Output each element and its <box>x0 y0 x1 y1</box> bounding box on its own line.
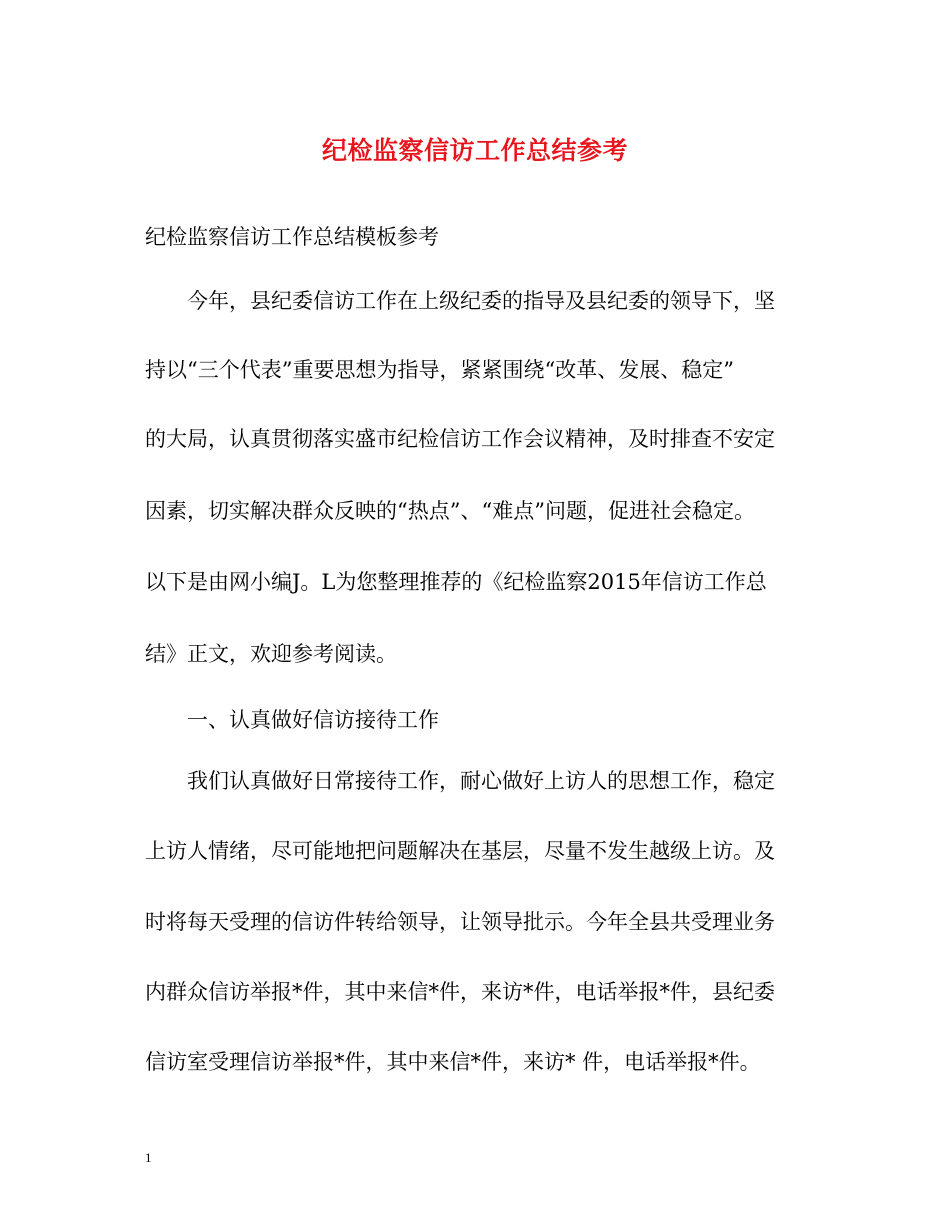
paragraph-line: 今年，县纪委信访工作在上级纪委的指导及县纪委的领导下，坚 <box>187 289 775 313</box>
paragraph-line: 内群众信访举报*件，其中来信*件，来访*件，电话举报*件，县纪委 <box>145 980 775 1004</box>
paragraph-line: 我们认真做好日常接待工作，耐心做好上访人的思想工作，稳定 <box>187 769 775 793</box>
page-number: 1 <box>145 1150 152 1165</box>
paragraph-line: 结》正文，欢迎参考阅读。 <box>145 642 397 666</box>
paragraph-line: 因素，切实解决群众反映的“热点”、“难点”问题，促进社会稳定。 <box>145 499 755 523</box>
paragraph-line: 时将每天受理的信访件转给领导，让领导批示。今年全县共受理业务 <box>145 910 775 934</box>
section-heading: 一、认真做好信访接待工作 <box>187 708 439 732</box>
paragraph-line: 信访室受理信访举报*件，其中来信*件，来访* 件，电话举报*件。 <box>145 1050 761 1074</box>
paragraph-line: 上访人情绪，尽可能地把问题解决在基层，尽量不发生越级上访。及 <box>145 839 775 863</box>
document-subtitle: 纪检监察信访工作总结模板参考 <box>145 225 439 249</box>
paragraph-line: 的大局，认真贯彻落实盛市纪检信访工作会议精神，及时排查不安定 <box>145 427 775 451</box>
document-title: 纪检监察信访工作总结参考 <box>321 136 628 165</box>
paragraph-line: 以下是由网小编J。L为您整理推荐的《纪检监察2015年信访工作总 <box>145 570 767 594</box>
paragraph-line: 持以“三个代表”重要思想为指导，紧紧围绕“改革、发展、稳定” <box>145 358 734 382</box>
